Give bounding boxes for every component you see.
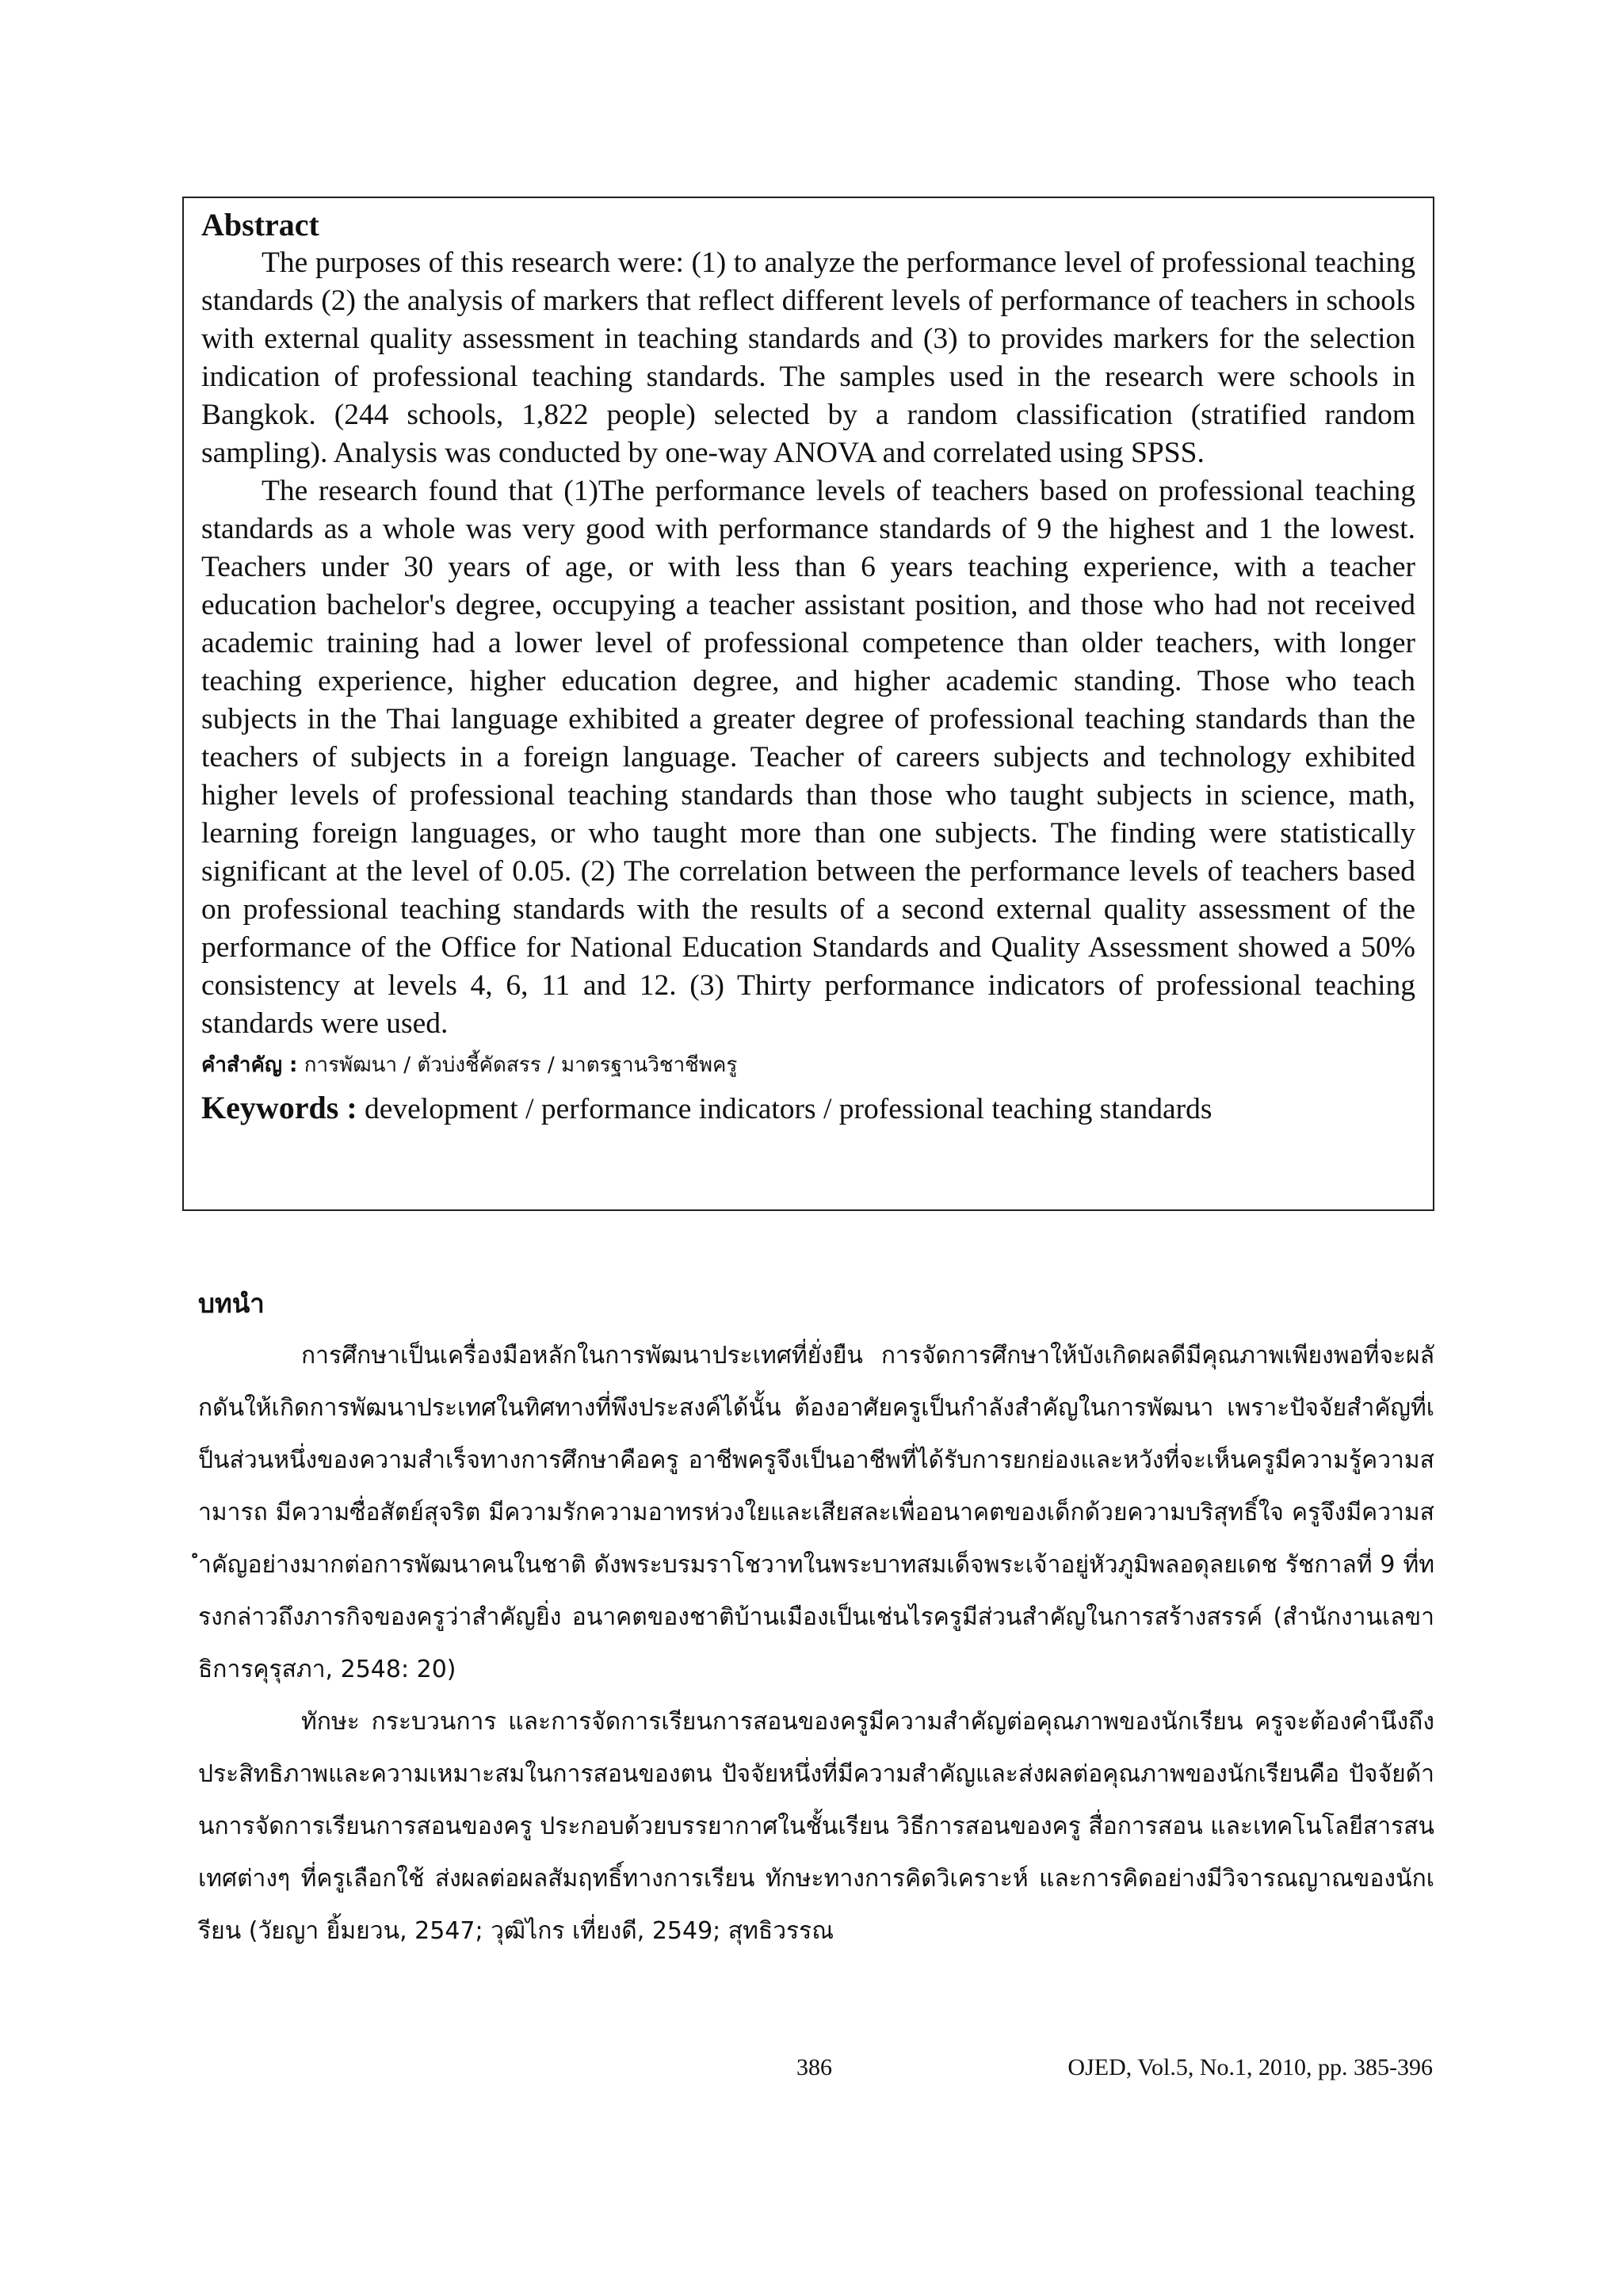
thai-keywords — [201, 1046, 1415, 1084]
abstract-paragraph-findings — [201, 472, 1415, 1043]
introduction-heading: บทนำ — [198, 1288, 265, 1319]
introduction-paragraph-2-text: ทักษะ กระบวนการ และการจัดการเรียนการสอนของครูมีความสำคัญต่อคุณภาพของนักเรียน ครูจะต้องคำนึงถึงประสิทธิภาพและความเหมาะสมในการสอนของตน ปัจจัยหนึ่งที่มีความสำคัญและส่งผลต่อคุณภาพของนักเรียนคือ ปัจจัยด้านการจัดการเรียนการสอนของครู ประกอบด้วยบรรยากาศในชั้นเรียน วิธีการสอนของครู สื่อการสอน และเทคโนโลยีสารสนเทศต่างๆ ที่ครูเลือกใช้ ส่งผลต่อผลสัมฤทธิ์ทางการเรียน ทักษะทางการคิดวิเคราะห์ และการคิดอย่างมีวิจารณญาณของนักเรียน (วัยญา ยิ้มยวน, 2547; วุฒิไกร เที่ยงดี, 2549; สุทธิวรรณ — [198, 1708, 1434, 1945]
abstract-heading: Abstract — [201, 207, 319, 243]
abstract-box — [182, 197, 1434, 1211]
thai-keywords-label: คำสำคัญ : — [201, 1053, 298, 1077]
english-keywords-text: development / performance indicators / professional teaching standards — [365, 1093, 1212, 1125]
abstract-paragraph-purpose-text: The purposes of this research were: (1) to analyze the performance level of professional teaching standards (2) the analysis of markers that reflect different levels of performance of teachers in schools with external quality assessment in teaching standards and (3) to provides markers for the selection indication of professional teaching standards. The samples used in the research were schools in Bangkok. (244 schools, 1,822 people) selected by a random classification (stratified random sampling). Analysis was conducted by one-way ANOVA and correlated using SPSS. — [201, 246, 1415, 469]
thai-keywords-text: การพัฒนา / ตัวบ่งชี้คัดสรร / มาตรฐานวิชาชีพครู — [304, 1053, 738, 1077]
page-number: 386 — [796, 2054, 832, 2080]
page-footer — [0, 2054, 1623, 2086]
introduction-paragraph-1-text: การศึกษาเป็นเครื่องมือหลักในการพัฒนาประเทศที่ยั่งยืน การจัดการศึกษาให้บังเกิดผลดีมีคุณภาพเพียงพอที่จะผลักดันให้เกิดการพัฒนาประเทศในทิศทางที่พึงประสงค์ได้นั้น ต้องอาศัยครูเป็นกำลังสำคัญในการพัฒนา เพราะปัจจัยสำคัญที่เป็นส่วนหนึ่งของความสำเร็จทางการศึกษาคือครู อาชีพครูจึงเป็นอาชีพที่ได้รับการยกย่องและหวังที่จะเห็นครูมีความรู้ความสามารถ มีความซื่อสัตย์สุจริต มีความรักความอาทรห่วงใยและเสียสละเพื่ออนาคตของเด็กด้วยความบริสุทธิ์ใจ ครูจึงมีความสำคัญอย่างมากต่อการพัฒนาคนในชาติ ดังพระบรมราโชวาทในพระบาทสมเด็จพระเจ้าอยู่หัวภูมิพลอดุลยเดช รัชกาลที่ 9 ที่ทรงกล่าวถึงภารกิจของครูว่าสำคัญยิ่ง อนาคตของชาติบ้านเมืองเป็นเช่นไรครูมีส่วนสำคัญในการสร้างสรรค์ (สำนักงานเลขาธิการคุรุสภา, 2548: 20) — [198, 1342, 1434, 1683]
journal-reference: OJED, Vol.5, No.1, 2010, pp. 385-396 — [1067, 2054, 1433, 2080]
introduction-body — [198, 1330, 1434, 1958]
abstract-paragraph-purpose — [201, 244, 1415, 472]
introduction-paragraph-1 — [198, 1330, 1434, 1696]
introduction-paragraph-2 — [198, 1696, 1434, 1958]
abstract-paragraph-findings-text: The research found that (1)The performance levels of teachers based on professional teaching standards as a whole was very good with performance standards of 9 the highest and 1 the lowest. Teachers under 30 years of age, or with less than 6 years teaching experience, with a teacher education bachelor's degree, occupying a teacher assistant position, and those who had not received academic training had a lower level of professional competence than older teachers, with longer teaching experience, higher education degree, and higher academic standing. Those who teach subjects in the Thai language exhibited a greater degree of professional teaching standards than the teachers of subjects in a foreign language. Teacher of careers subjects and technology exhibited higher levels of professional teaching standards than those who taught subjects in science, math, learning foreign languages, or who taught more than one subjects. The finding were statistically significant at the level of 0.05. (2) The correlation between the performance levels of teachers based on professional teaching standards with the results of a second external quality assessment of the performance of the Office for National Education Standards and Quality Assessment showed a 50% consistency at levels 4, 6, 11 and 12. (3) Thirty performance indicators of professional teaching standards were used. — [201, 475, 1415, 1040]
english-keywords-label: Keywords : — [201, 1090, 357, 1125]
english-keywords — [201, 1089, 1415, 1129]
